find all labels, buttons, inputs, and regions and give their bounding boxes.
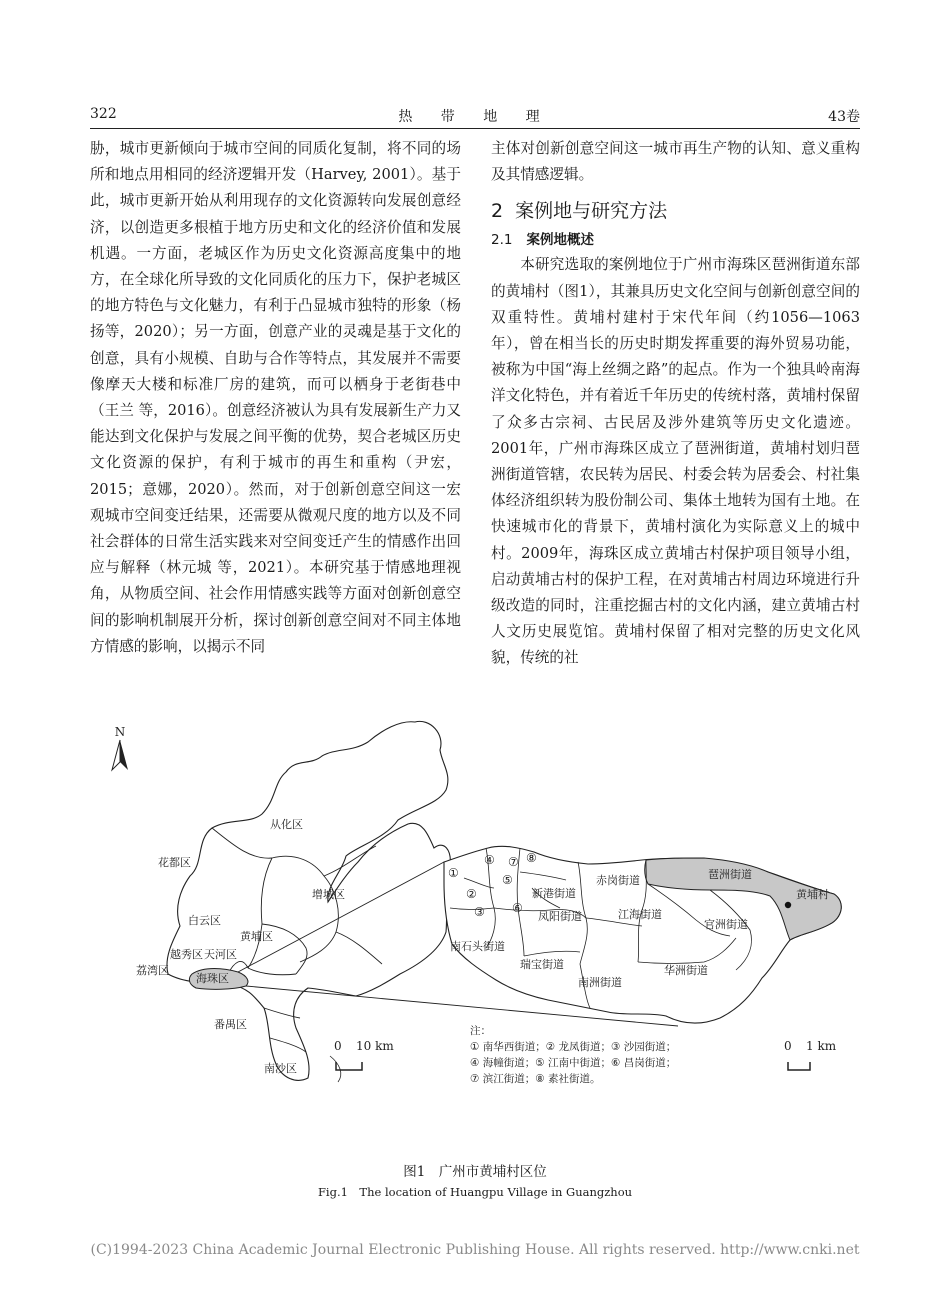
street-guanzhou: 官洲街道 [704,918,748,931]
right-continuation: 主体对创新创意空间这一城市再生产物的认知、意义重构及其情感逻辑。 [491,140,860,184]
street-jianghai: 江海街道 [618,908,662,921]
right-paragraph: 本研究选取的案例地位于广州市海珠区琶洲街道东部的黄埔村（图1），其兼具历史文化空间与创新创意空间的双重特性。黄埔村建村于宋代年间（约1056—1063年），曾在相当长的历史时期发挥重要的海外贸易功能，被称为中国“海上丝绸之路”的起点。作为一个独具岭南海洋文化特色，并有着近千年历史的传统村落，黄埔村保留了众多古宗祠、古民居及涉外建筑等历史文化遗迹。2001年，广州市海珠区成立了琶洲街道，黄埔村划归琶洲街道管辖，农民转为居民、村委会转为居委会、村社集体经济组织转为股份制公司、集体土地转为国有土地。在快速城市化的背景下，黄埔村演化为实际意义上的城中村。2009年，海珠区成立黄埔古村保护项目领导小组，启动黄埔古村的保护工程，在对黄埔古村周边环境进行升级改造的同时，注重挖掘古村的文化内涵，建立黄埔古村人文历史展览馆。黄埔村保留了相对完整的历史文化风貌，传统的社 [491,256,860,667]
scale-right-zero: 0 [784,1039,792,1053]
figure-caption-cn: 图1 广州市黄埔村区位 [403,1164,547,1180]
district-tianhe: 天河区 [204,948,237,961]
right-column [491,136,860,672]
street-huazhou: 华洲街道 [664,964,708,977]
district-liwan: 荔湾区 [136,964,169,977]
north-arrow-icon [120,740,128,770]
page-number: 322 [90,106,117,122]
scale-bar-right [788,1062,810,1070]
district-huangpu: 黄埔区 [240,930,273,943]
scale-left-10km: 10 km [356,1039,394,1053]
label-huangpu-village: 黄埔村 [796,888,829,901]
street-nanzhou: 南洲街道 [578,976,622,989]
left-column [90,136,461,660]
subsection-heading [491,228,860,252]
circled-5: ⑤ [502,873,513,887]
street-chigang: 赤岗街道 [596,874,640,887]
journal-title: 热 带 地 理 [398,109,552,125]
district-conghua: 从化区 [270,818,303,831]
district-zengcheng: 增城区 [312,888,345,901]
copyright-footer: (C)1994-2023 China Academic Journal Electronic Publishing House. All rights reserved. http://www.cnki.net [90,1242,860,1258]
north-label: N [114,725,126,739]
district-huadu: 花都区 [158,856,191,869]
subsection-number: 2.1 [491,232,513,249]
circled-8: ⑧ [526,851,537,865]
left-paragraph: 胁，城市更新倾向于城市空间的同质化复制，将不同的场所和地点用相同的经济逻辑开发（Harvey, 2001）。基于此，城市更新开始从利用现存的文化资源转向发展创意经济，以创造更多根植于地方历史和文化的经济价值和发展机遇。一方面，老城区作为历史文化资源高度集中的地方，在全球化所导致的文化同质化的压力下，保护老城区的地方特色与文化魅力，有利于凸显城市独特的形象（杨扬等，2020）；另一方面，创意产业的灵魂是基于文化的创意，具有小规模、自助与合作等特点，其发展并不需要像摩天大楼和标准厂房的建筑，而可以栖身于老街巷中（王兰 等，2016）。创意经济被认为具有发展新生产力又能达到文化保护与发展之间平衡的优势，契合老城区历史文化资源的保护，有利于城市的再生和重构（尹宏，2015；意娜，2020）。然而，对于创新创意空间这一宏观城市空间变迁结果，还需要从微观尺度的地方以及不同社会群体的日常生活实践来对空间变迁产生的情感作出回应与解释（林元城 等，2021）。本研究基于情感地理视角，从物质空间、社会作用情感实践等方面对创新创意空间的影响机制展开分析，探讨创新创意空间对不同主体地方情感的影响，以揭示不同 [90,140,461,655]
guangzhou-outline [167,721,450,1080]
street-pazhou: 琶洲街道 [708,868,752,881]
section-title: 案例地与研究方法 [515,200,668,223]
circled-4: ④ [484,853,495,867]
district-panyu: 番禺区 [214,1018,247,1031]
note-line-1: ① 南华西街道；② 龙凤街道；③ 沙园街道； [470,1041,677,1053]
section-heading [491,196,860,226]
district-nansha: 南沙区 [264,1062,297,1075]
note-title: 注： [470,1025,491,1037]
district-yuexiu: 越秀区 [170,948,203,961]
scale-left-zero: 0 [334,1039,342,1053]
district-haizhu: 海珠区 [196,972,229,985]
circled-7: ⑦ [508,855,519,869]
street-fengyang: 凤阳街道 [538,910,582,923]
figure-caption-en: Fig.1 The location of Huangpu Village in Guangzhou [317,1185,633,1199]
circled-1: ① [448,866,459,880]
street-xingang: 新港街道 [532,887,576,900]
circled-6: ⑥ [512,901,523,915]
north-arrow-outline-icon [112,740,120,770]
scale-right-1km: 1 km [806,1039,837,1053]
street-nanshitou: 南石头街道 [450,940,505,953]
circled-3: ③ [474,905,485,919]
note-line-2: ④ 海幢街道；⑤ 江南中街道；⑥ 昌岗街道； [470,1057,677,1069]
section-number: 2 [491,200,504,223]
volume-number: 43卷 [828,109,860,125]
running-header [90,104,860,129]
circled-2: ② [466,887,477,901]
huangpu-village-point [785,902,791,908]
subsection-title: 案例地概述 [526,232,594,249]
district-baiyun: 白云区 [188,914,221,927]
location-map [100,712,860,1087]
note-line-3: ⑦ 滨江街道；⑧ 素社街道。 [470,1073,601,1085]
street-ruibao: 瑞宝街道 [520,958,564,971]
